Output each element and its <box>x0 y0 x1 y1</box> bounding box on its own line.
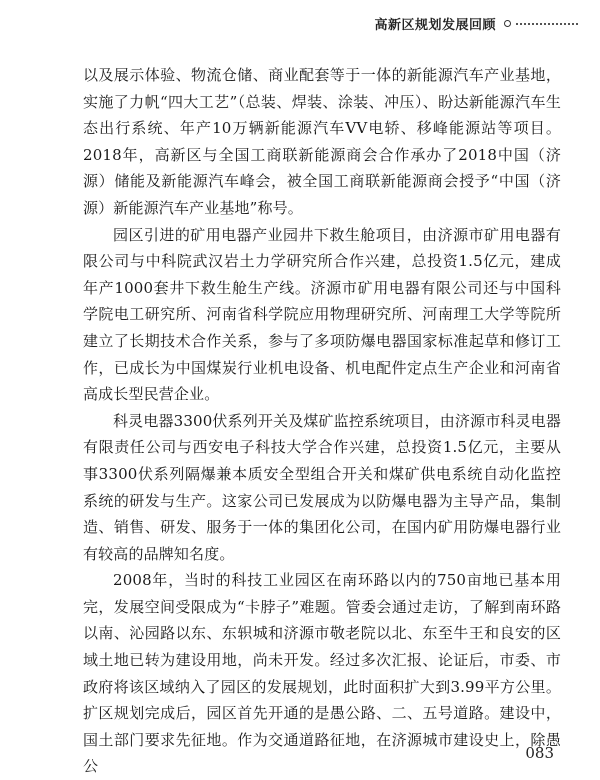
running-header <box>374 14 578 33</box>
dotted-rule <box>516 23 578 25</box>
paragraph-4: 2008年，当时的科技工业园区在南环路以内的750亩地已基本用完，发展空间受限成为“卡脖子”难题。管委会通过走访，了解到南环路以南、沁园路以东、东轵城和济源市敬老院以北、东至牛王和良安的区域土地已转为建设用地，尚未开发。经过多次汇报、论证后，市委、市政府将该区域纳入了园区的发展规划，此时面积扩大到3.99平方公里。扩区规划完成后，园区首先开通的是愚公路、二、五号道路。建设中，国土部门要求先征地。作为交通道路征地，在济源城市建设史上，除愚公 <box>83 571 561 776</box>
header-title: 高新区规划发展回顾 <box>374 18 496 33</box>
paragraph-1: 以及展示体验、物流仓储、商业配套等于一体的新能源汽车产业基地，实施了力帆“四大工艺”（总装、焊装、涂装、冲压）、盼达新能源汽车生态出行系统、年产10万辆新能源汽车VV电轿、移峰能源站等项目。2018年，高新区与全国工商联新能源商会合作承办了2018中国（济源）储能及新能源汽车峰会，被全国工商联新能源商会授予“中国（济源）新能源汽车产业基地”称号。 <box>83 66 561 217</box>
page-number: 083 <box>525 744 554 762</box>
paragraph-3: 科灵电器3300伏系列开关及煤矿监控系统项目，由济源市科灵电器有限责任公司与西安电子科技大学合作兴建，总投资1.5亿元，主要从事3300伏系列隔爆兼本质安全型组合开关和煤矿供电系统自动化监控系统的研发与生产。这家公司已发展成为以防爆电器为主导产品，集制造、销售、研发、服务于一体的集团化公司，在国内矿用防爆电器行业有较高的品牌知名度。 <box>83 411 561 563</box>
circle-ornament-icon <box>504 20 511 27</box>
body-text <box>83 62 561 780</box>
paragraph-2: 园区引进的矿用电器产业园井下救生舱项目，由济源市矿用电器有限公司与中科院武汉岩土力学研究所合作兴建，总投资1.5亿元，建成年产1000套井下救生舱生产线。济源市矿用电器有限公司还与中国科学院电工研究所、河南省科学院应用物理研究所、河南理工大学等院所建立了长期技术合作关系，参与了多项防爆电器国家标准起草和修订工作，已成长为中国煤炭行业机电设备、机电配件定点生产企业和河南省高成长型民营企业。 <box>83 225 561 404</box>
